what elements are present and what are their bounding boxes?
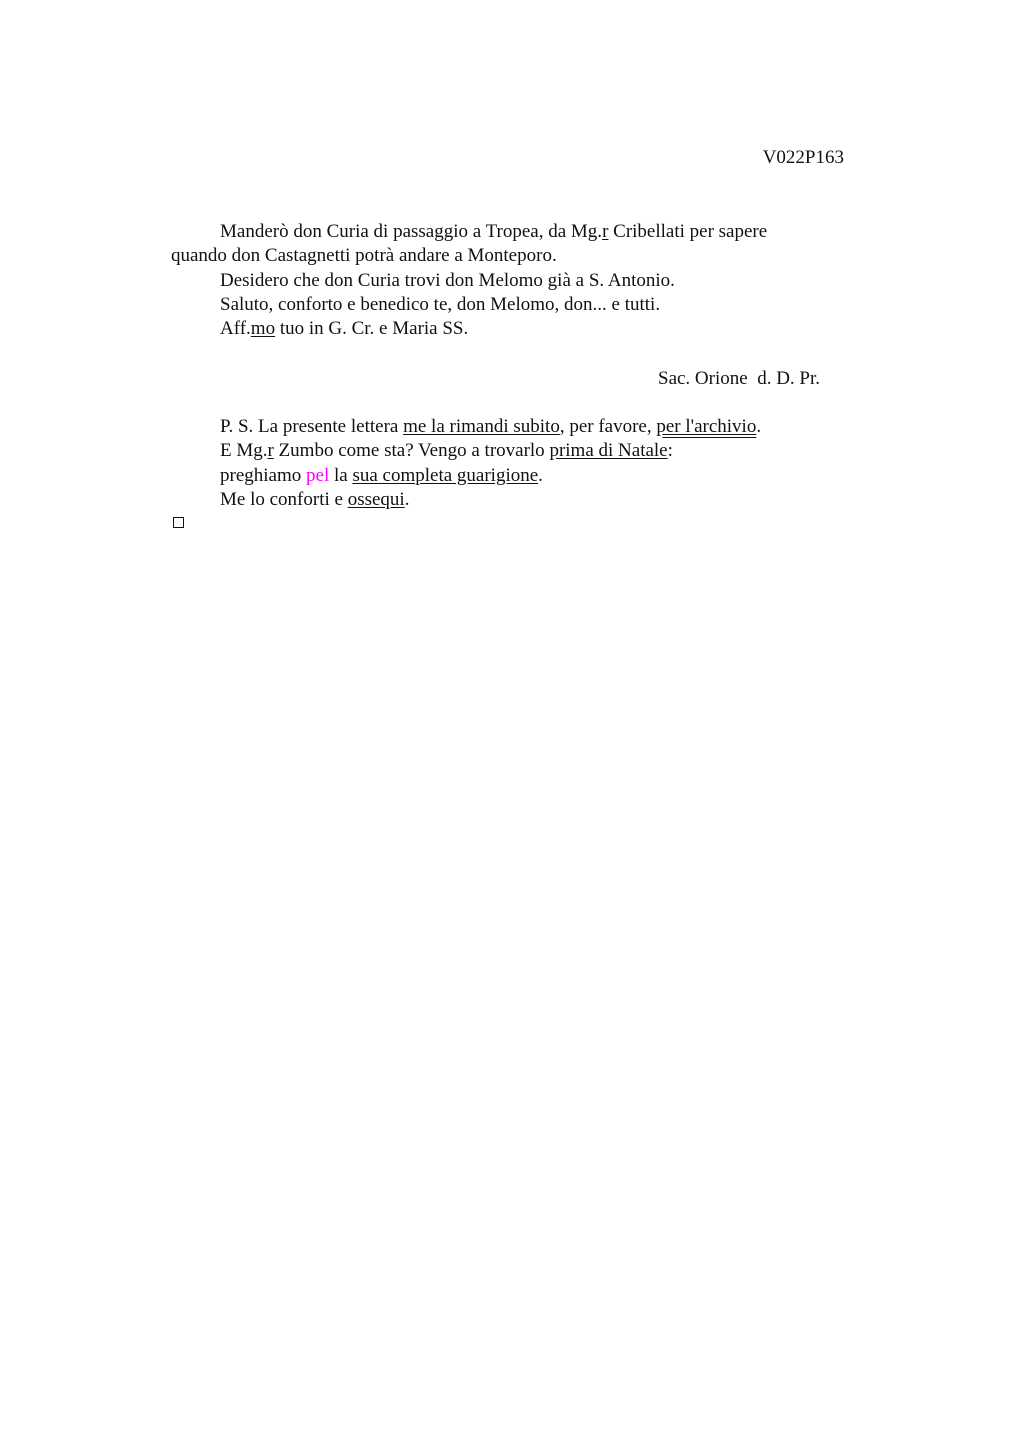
signature: Sac. Orione d. D. Pr. bbox=[658, 368, 821, 389]
text-run: preghiamo bbox=[220, 464, 307, 486]
underlined-phrase: me la rimandi subito bbox=[403, 416, 560, 437]
underlined-phrase: prima di Natale bbox=[549, 440, 668, 462]
paragraph-1-line-2 bbox=[171, 244, 861, 268]
text-run: tuo in G. Cr. e Maria SS. bbox=[275, 318, 469, 340]
double-underlined-phrase: per l'archivio bbox=[656, 416, 757, 437]
letter-body bbox=[171, 220, 861, 341]
text-run: E Mg. bbox=[220, 440, 268, 462]
text-run: Me lo conforti e bbox=[220, 488, 348, 510]
paragraph-2 bbox=[171, 269, 861, 293]
underlined-abbreviation: r bbox=[267, 440, 274, 462]
text-run: . bbox=[538, 464, 543, 486]
checkbox-icon bbox=[173, 517, 184, 528]
closing-line bbox=[171, 317, 861, 341]
paragraph-1-line-1 bbox=[171, 220, 861, 244]
text-run: Cribellati per sapere bbox=[608, 221, 768, 242]
text-run: . bbox=[404, 488, 410, 510]
text-run: Aff. bbox=[220, 318, 251, 340]
text-run: quando don Castagnetti potrà andare a Monteporo. bbox=[171, 245, 557, 267]
postscript-line-3 bbox=[171, 464, 861, 488]
postscript-line-1 bbox=[171, 415, 861, 439]
postscript bbox=[171, 415, 861, 512]
text-run: , per favore, bbox=[559, 416, 657, 437]
text-run: : bbox=[667, 440, 673, 462]
highlighted-word: pel bbox=[306, 464, 330, 486]
text-run: Manderò don Curia di passaggio a Tropea, da Mg. bbox=[220, 221, 603, 242]
underlined-phrase: sua completa guarigione bbox=[352, 464, 539, 486]
text-run: Saluto, conforto e benedico te, don Melomo, don... e tutti. bbox=[220, 293, 661, 315]
paragraph-3 bbox=[171, 293, 861, 317]
text-run: Desidero che don Curia trovi don Melomo già a S. Antonio. bbox=[220, 269, 675, 291]
underlined-abbreviation: mo bbox=[250, 318, 276, 340]
text-run: . bbox=[756, 416, 762, 437]
text-run: P. S. La presente lettera bbox=[220, 416, 404, 437]
postscript-line-2 bbox=[171, 439, 861, 463]
page-code: V022P163 bbox=[762, 147, 844, 168]
text-run: la bbox=[329, 464, 353, 486]
postscript-line-4 bbox=[171, 488, 861, 512]
underlined-phrase: ossequi bbox=[347, 488, 405, 510]
text-run: Zumbo come sta? Vengo a trovarlo bbox=[273, 440, 550, 462]
underlined-abbreviation: r bbox=[602, 221, 609, 242]
